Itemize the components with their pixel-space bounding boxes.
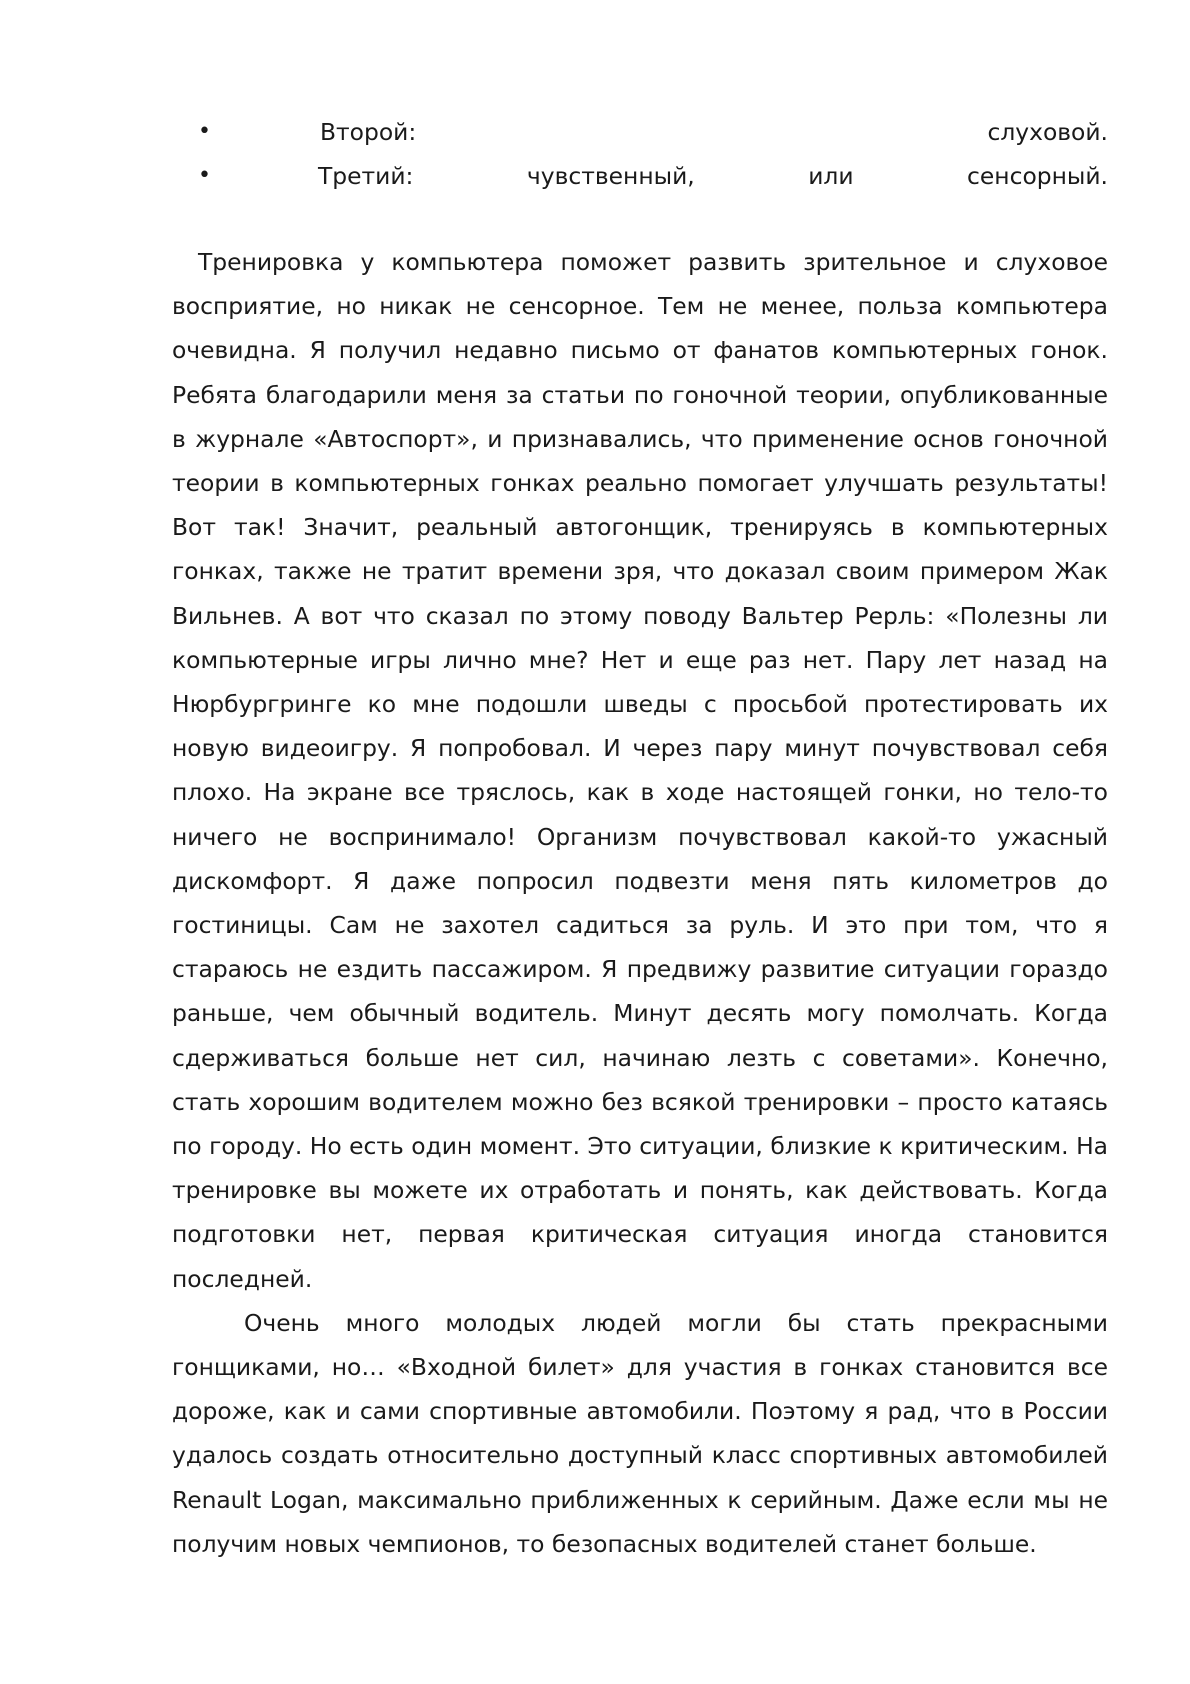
bullet-text: Третий: чувственный, или сенсорный.: [318, 162, 1108, 190]
bullet-icon: •: [198, 163, 211, 188]
bullet-icon: •: [198, 119, 211, 144]
body-paragraph: Очень много молодых людей могли бы стать прекрасными гонщиками, но… «Входной билет» для участия в гонках становится все дороже, как и сами спортивные автомобили. Поэтому я рад, что в России удалось создать относительно доступный класс спортивных автомобилей Renault Logan, максимально приближенных к серийным. Даже если мы не получим новых чемпионов, то безопасных водителей станет больше.: [172, 1308, 1108, 1558]
bullet-text: Второй: слуховой.: [320, 118, 1108, 146]
bullet-item: [172, 110, 1108, 154]
bullet-item: [172, 154, 1108, 198]
bullet-list: [172, 110, 1108, 198]
document-page: [172, 110, 1108, 1566]
body-paragraph: Тренировка у компьютера поможет развить зрительное и слуховое восприятие, но никак не сенсорное. Тем не менее, польза компьютера очевидна. Я получил недавно письмо от фанатов компьютерных гонок. Ребята благодарили меня за статьи по гоночной теории, опубликованные в журнале «Автоспорт», и признавались, что применение основ гоночной теории в компьютерных гонках реально помогает улучшать результаты! Вот так! Значит, реальный автогонщик, тренируясь в компьютерных гонках, также не тратит времени зря, что доказал своим примером Жак Вильнев. А вот что сказал по этому поводу Вальтер Рерль: «Полезны ли компьютерные игры лично мне? Нет и еще раз нет. Пару лет назад на Нюрбургринге ко мне подошли шведы с просьбой протестировать их новую видеоигру. Я попробовал. И через пару минут почувствовал себя плохо. На экране все тряслось, как в ходе настоящей гонки, но тело-то ничего не воспринимало! Организм почувствовал какой-то ужасный дискомфорт. Я даже попросил подвезти меня пять километров до гостиницы. Сам не захотел садиться за руль. И это при том, что я стараюсь не ездить пассажиром. Я предвижу развитие ситуации гораздо раньше, чем обычный водитель. Минут десять могу помолчать. Когда сдерживаться больше нет сил, начинаю лезть с советами». Конечно, стать хорошим водителем можно без всякой тренировки – просто катаясь по городу. Но есть один момент. Это ситуации, близкие к критическим. На тренировке вы можете их отработать и понять, как действовать. Когда подготовки нет, первая критическая ситуация иногда становится последней.: [172, 248, 1108, 1293]
